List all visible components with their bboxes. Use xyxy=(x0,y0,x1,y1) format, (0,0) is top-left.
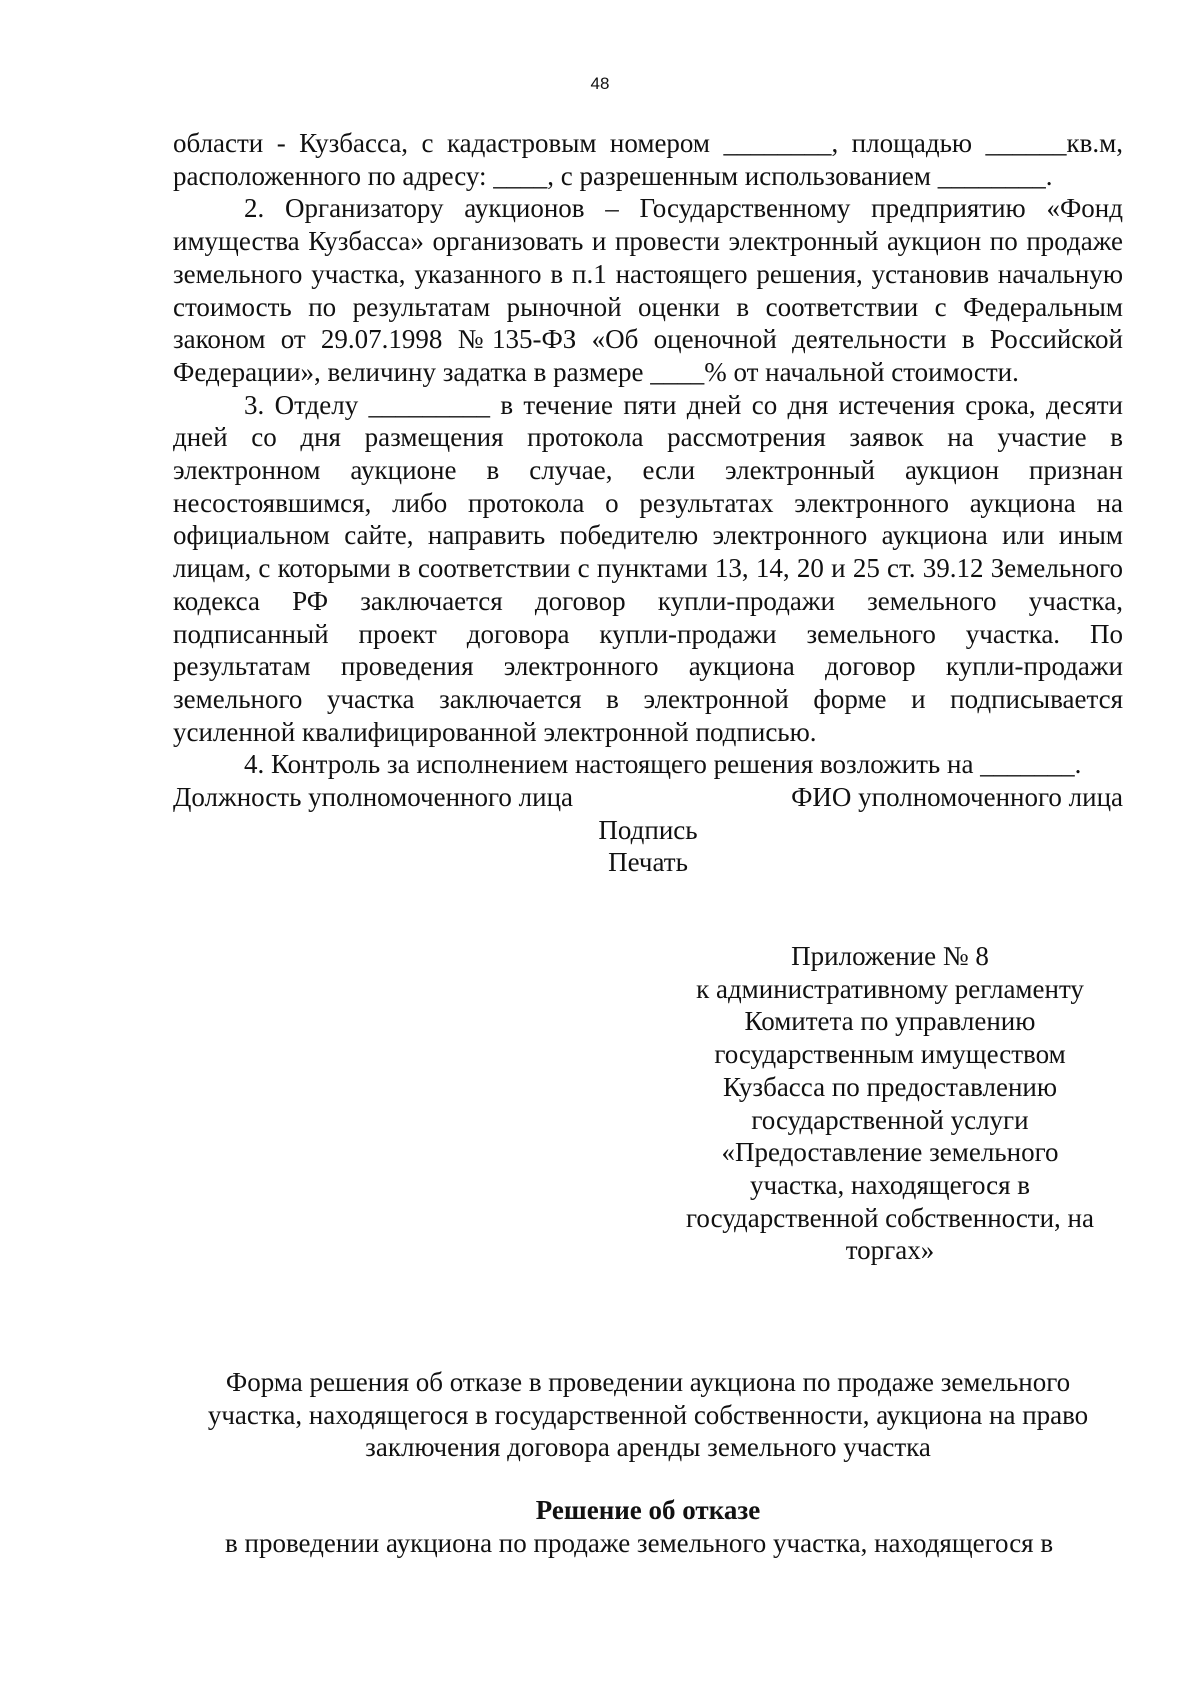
paragraph-4-control: 4. Контроль за исполнением настоящего решения возложить на _______. xyxy=(244,749,1082,780)
form-title-line: заключения договора аренды земельного участка xyxy=(365,1432,931,1463)
signature-stamp: Печать xyxy=(608,847,688,878)
appendix-line: государственным имуществом xyxy=(714,1039,1066,1070)
appendix-line: участка, находящегося в xyxy=(749,1169,1031,1200)
paragraph-object-description: области - Кузбасса, с кадастровым номером ________, площадью ______кв.м, расположенного по адресу: ____, с разрешенным использованием ________. xyxy=(173,128,1123,191)
page-number: 48 xyxy=(590,74,610,93)
appendix-header xyxy=(660,940,1120,1267)
appendix-line: государственной собственности, на xyxy=(686,1202,1094,1233)
appendix-line: торгах» xyxy=(845,1235,935,1266)
appendix-line: государственной услуги xyxy=(751,1104,1029,1135)
appendix-line: Приложение № 8 xyxy=(791,941,989,971)
appendix-line: Кузбасса по предоставлению xyxy=(722,1071,1058,1102)
form-title xyxy=(173,1366,1123,1464)
decision-heading: Решение об отказе xyxy=(535,1495,761,1525)
signature-name: ФИО уполномоченного лица xyxy=(791,782,1123,813)
appendix-line: Комитета по управлению xyxy=(744,1006,1036,1037)
decision-subheading: в проведении аукциона по продаже земельного участка, находящегося в xyxy=(225,1528,1054,1558)
paragraph-3-department: 3. Отделу _________ в течение пяти дней со дня истечения срока, десяти дней со дня размещения протокола рассмотрения заявок на участие в электронном аукционе в случае, если электронный аукцион признан несостоявшимся, либо протокола о результатах электронного аукциона на официальном сайте, направить победителю электронного аукциона или иным лицам, с которыми в соответствии с пунктами 13, 14, 20 и 25 ст. 39.12 Земельного кодекса РФ заключается договор купли-продажи земельного участка, подписанный проект договора купли-продажи земельного участка. По результатам проведения электронного аукциона договор купли-продажи земельного участка заключается в электронной форме и подписывается усиленной квалифицированной электронной подписью. xyxy=(173,389,1123,747)
signature-sign: Подпись xyxy=(598,814,698,845)
paragraph-2-auction-organizer: 2. Организатору аукционов – Государственному предприятию «Фонд имущества Кузбасса» организовать и провести электронный аукцион по продаже земельного участка, указанного в п.1 настоящего решения, установив начальную стоимость по результатам рыночной оценки в соответствии с Федеральным законом от 29.07.1998 №135-ФЗ «Об оценочной деятельности в Российской Федерации», величину задатка в размере ____% от начальной стоимости. xyxy=(173,193,1123,387)
appendix-line: «Предоставление земельного xyxy=(721,1137,1059,1168)
appendix-line: к административному регламенту xyxy=(696,973,1084,1004)
form-title-line: Форма решения об отказе в проведении аукциона по продаже земельного xyxy=(225,1367,1071,1397)
signature-row xyxy=(173,781,1123,814)
decision-body xyxy=(173,127,1123,879)
form-title-line: участка, находящегося в государственной собственности, аукциона на право xyxy=(207,1399,1089,1430)
signature-position: Должность уполномоченного лица xyxy=(173,782,574,813)
